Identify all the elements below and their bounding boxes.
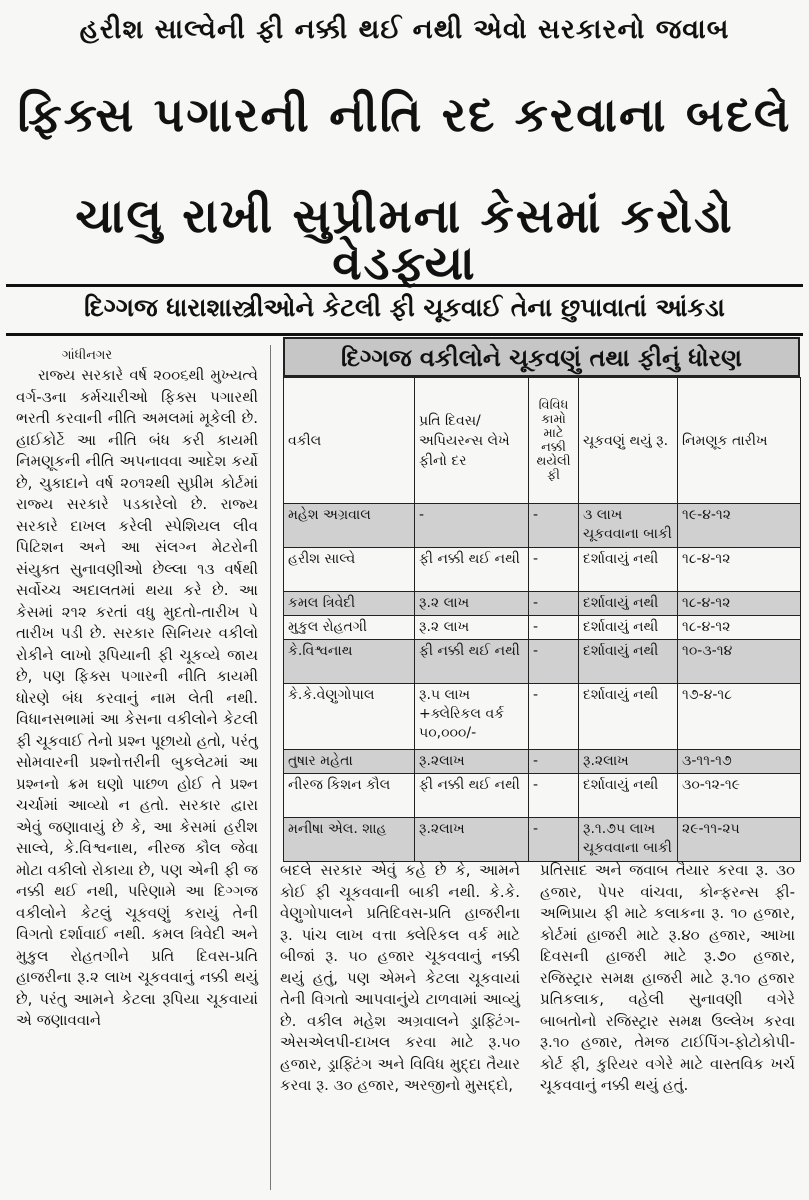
cell-date: ૩-૧૧-૧૭ [678, 750, 801, 774]
cell-fixed: - [529, 616, 579, 640]
cell-date: ૧૭-૪-૧૮ [678, 684, 801, 750]
cell-fixed: - [529, 774, 579, 818]
dateline: ગાંધીનગર [62, 348, 113, 363]
cell-paid: દર્શાવાયું નથી [579, 592, 678, 616]
table-header-row [284, 378, 801, 504]
cell-rate: ફી નક્કી થઈ નથી [415, 774, 529, 818]
fee-table-title: દિગ્ગજ વકીલોને ચૂકવણું તથા ફીનું ધોરણ [283, 337, 800, 377]
fee-table-box [283, 337, 800, 856]
fee-table [283, 377, 801, 862]
column-divider [270, 345, 271, 1190]
cell-paid: દર્શાવાયું નથી [579, 548, 678, 592]
cell-rate: રૂ.૨લાખ [415, 750, 529, 774]
cell-fixed: - [529, 818, 579, 862]
cell-name: કે.કે.વેણુગોપાલ [284, 684, 415, 750]
cell-paid: રૂ.૧.૭૫ લાખ ચૂકવવાના બાકી [579, 818, 678, 862]
cell-fixed: - [529, 684, 579, 750]
cell-rate: ફી નક્કી થઈ નથી [415, 640, 529, 684]
header-paid: ચૂકવણું થયું રૂ. [579, 378, 678, 504]
table-row [284, 504, 801, 548]
table-row [284, 818, 801, 862]
cell-date: ૧૮-૪-૧૨ [678, 616, 801, 640]
cell-paid: દર્શાવાયું નથી [579, 684, 678, 750]
headline-line-1: ફિક્સ પગારની નીતિ રદ કરવાના બદલે [17, 88, 792, 143]
cell-rate: રૂ.૨ લાખ [415, 616, 529, 640]
headline-line-2: ચાલુ રાખી સુપ્રીમના કેસમાં કરોડો વેડફ્યા [75, 189, 734, 291]
cell-paid: દર્શાવાયું નથી [579, 774, 678, 818]
kicker-headline: હરીશ સાલ્વેની ફી નક્કી થઈ નથી એવો સરકારનો જવાબ [79, 14, 730, 45]
article-column-2: બદલે સરકાર એવું કહે છે કે, આમને કોઈ ફી ચૂકવવાની બાકી નથી. કે.કે. વેણુગોપાલને પ્રતિદિવસ-પ્રતિ હાજરીના રૂ. પાંચ લાખ વત્તા ક્લેરિકલ વર્ક માટે બીજાં રૂ. ૫૦ હજાર ચૂકવવાનું નક્કી થયું હતું, પણ એમને કેટલા ચૂકવાયાં તેની વિગતો આપવાનુંયે ટાળવામાં આવ્યું છે. વકીલ મહેશ અગ્રવાલને ડ્રાફ્ટિંગ-એસએલપી-દાખલ કરવા માટે રૂ.૫૦ હજાર, ડ્રાફ્ટિંગ અને વિવિધ મુદ્દા તૈયાર કરવા રૂ. ૩૦ હજાર, અરજીનો મુસદ્દો, [280, 861, 520, 1094]
cell-fixed: - [529, 640, 579, 684]
article-column-1: રાજ્ય સરકારે વર્ષ ૨૦૦૬થી મુખ્યત્વે વર્ગ-૩ના કર્મચારીઓ ફિક્સ પગારથી ભરતી કરવાની નીતિ અમલમાં મૂકેલી છે. હાઈકોર્ટે આ નીતિ બંધ કરી કાયમી નિમણૂકની નીતિ અપનાવવા આદેશ કર્યો છે, ચુકાદાને વર્ષ ૨૦૧૨થી સુપ્રીમ કોર્ટમાં રાજ્ય સરકારે પડકારેલો છે. રાજ્ય સરકારે દાખલ કરેલી સ્પેશિયલ લીવ પિટિશન અને આ સંલગ્ન મેટરોની સંયુક્ત સુનાવણીઓ છેલ્લા ૧૩ વર્ષથી સર્વોચ્ચ અદાલતમાં થયા કરે છે. આ કેસમાં ૨૧૨ કરતાં વધુ મુદતો-તારીખ પે તારીખ પડી છે. સરકાર સિનિયર વકીલો રોકીને લાખો રૂપિયાની ફી ચૂકવ્યે જાય છે, પણ ફિક્સ પગારની નીતિ કાયમી ધોરણે બંધ કરવાનું નામ લેતી નથી. વિધાનસભામાં આ કેસના વકીલોને કેટલી ફી ચૂકવાઈ તેનો પ્રશ્ન પૂછાયો હતો, પરંતુ સોમવારની પ્રશ્નોત્તરીની બુકલેટમાં આ પ્રશ્નનો ક્રમ ઘણો પાછળ હોઈ તે પ્રશ્ન ચર્ચામાં આવ્યો ન હતો. સરકાર દ્વારા એવું જણાવાયું છે કે, આ કેસમાં હરીશ સાલ્વે, કે.વિશ્વનાથ, નીરજ કૌલ જેવા મોટા વકીલો રોકાયા છે, પણ એની ફી જ નક્કી થઈ નથી, પરિણામે આ દિગ્ગજ વકીલોને કેટલું ચૂકવણું કરાયું તેની વિગતો દર્શાવાઈ નથી. કમલ ત્રિવેદી અને મુકુલ રોહતગીને પ્રતિ દિવસ-પ્રતિ હાજરીના રૂ.૨ લાખ ચૂકવવાનું નક્કી થયું છે, પરંતુ આમને કેટલા રૂપિયા ચૂકવાયાં એ જણાવવાને [16, 366, 258, 1029]
cell-paid: દર્શાવાયું નથી [579, 640, 678, 684]
article-column-3: પ્રતિસાદ અને જવાબ તૈયાર કરવા રૂ. ૩૦ હજાર, પેપર વાંચવા, કોન્ફરન્સ ફી-અભિપ્રાય ફી માટે કલાકના રૂ. ૧૦ હજાર, કોર્ટમાં હાજરી માટે રૂ.૪૦ હજાર, આખા દિવસની હાજરી માટે રૂ.૭૦ હજાર, રજિસ્ટ્રાર સમક્ષ હાજરી માટે રૂ.૧૦ હજાર પ્રતિકલાક, વહેલી સુનાવણી વગેરે બાબતોનો રજિસ્ટ્રાર સમક્ષ ઉલ્લેખ કરવા રૂ.૧૦ હજાર, તેમજ ટાઈપિંગ-ફોટોકોપી-કોર્ટ ફી, કુરિયર વગેરે માટે વાસ્તવિક ખર્ચ ચૂકવવાનું નક્કી થયું હતું. [540, 861, 795, 1094]
table-row [284, 774, 801, 818]
table-row [284, 548, 801, 592]
cell-name: કમલ ત્રિવેદી [284, 592, 415, 616]
table-row [284, 684, 801, 750]
table-row [284, 640, 801, 684]
cell-paid: રૂ.૨લાખ [579, 750, 678, 774]
cell-name: નીરજ કિશન કૌલ [284, 774, 415, 818]
cell-rate: રૂ.૨લાખ [415, 818, 529, 862]
cell-fixed: - [529, 504, 579, 548]
cell-name: તુષાર મહેતા [284, 750, 415, 774]
cell-fixed: - [529, 548, 579, 592]
header-fixed-fee: વિવિધ કામો માટે નક્કી થયેલી ફી [529, 378, 579, 504]
cell-name: મહેશ અગ્રવાલ [284, 504, 415, 548]
table-row [284, 750, 801, 774]
cell-date: ૨૯-૧૧-૨૫ [678, 818, 801, 862]
table-row [284, 592, 801, 616]
header-date: નિમણૂક તારીખ [678, 378, 801, 504]
cell-rate: - [415, 504, 529, 548]
cell-date: ૧૦-૩-૧૪ [678, 640, 801, 684]
cell-rate: રૂ.૫ લાખ +ક્લેરિકલ વર્ક ૫૦,૦૦૦/- [415, 684, 529, 750]
cell-rate: ફી નક્કી થઈ નથી [415, 548, 529, 592]
cell-name: હરીશ સાલ્વે [284, 548, 415, 592]
cell-name: મુકુલ રોહતગી [284, 616, 415, 640]
cell-name: મનીષા એલ. શાહ [284, 818, 415, 862]
cell-date: ૧૮-૪-૧૨ [678, 592, 801, 616]
cell-name: કે.વિશ્વનાથ [284, 640, 415, 684]
header-rate: પ્રતિ દિવસ/ અપિયરન્સ લેખે ફીનો દર [415, 378, 529, 504]
header-lawyer: વકીલ [284, 378, 415, 504]
cell-fixed: - [529, 592, 579, 616]
cell-fixed: - [529, 750, 579, 774]
cell-paid: દર્શાવાયું નથી [579, 616, 678, 640]
cell-paid: ૩ લાખ ચૂકવવાના બાકી [579, 504, 678, 548]
table-row [284, 616, 801, 640]
subheadline: દિગ્ગજ ધારાશાસ્ત્રીઓને કેટલી ફી ચૂકવાઈ તેના છુપાવાતાં આંકડા [6, 284, 803, 336]
cell-date: ૧૯-૪-૧૨ [678, 504, 801, 548]
cell-date: ૧૮-૪-૧૨ [678, 548, 801, 592]
cell-rate: રૂ.૨ લાખ [415, 592, 529, 616]
cell-date: ૩૦-૧૨-૧૯ [678, 774, 801, 818]
